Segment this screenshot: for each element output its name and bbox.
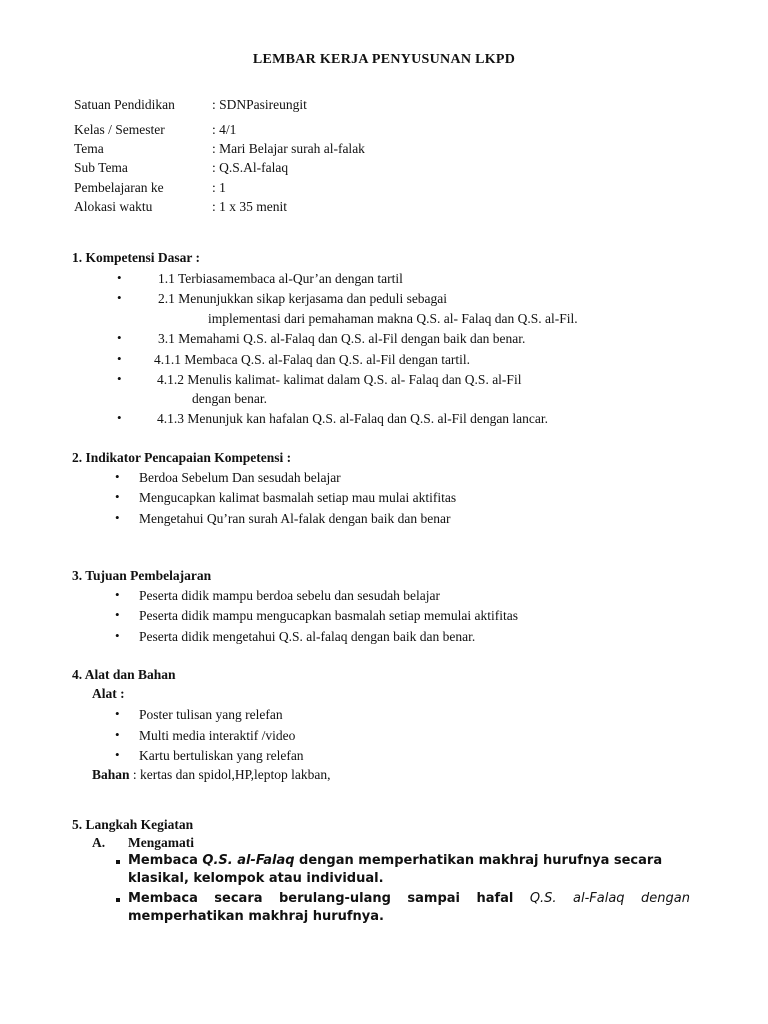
section1-heading: 1. Kompetensi Dasar :: [72, 250, 200, 265]
bullet-icon: •: [117, 351, 122, 366]
bahan-label: Bahan: [92, 767, 130, 782]
bullet-icon: •: [117, 410, 122, 425]
info-label-alokasi: Alokasi waktu: [74, 199, 153, 214]
kd-item-6: 4.1.3 Menunjuk kan hafalan Q.S. al-Falaq dan Q.S. al-Fil dengan lancar.: [157, 411, 549, 426]
info-value-pembelajaran: : 1: [212, 180, 226, 195]
section5-sub-heading: Mengamati: [128, 835, 194, 850]
bullet-icon: •: [115, 706, 120, 721]
langkah-item-2-word: Membaca: [128, 891, 198, 906]
langkah-item-2-word: secara: [214, 891, 263, 906]
tujuan-item-2: Peserta didik mampu mengucapkan basmalah setiap memulai aktifitas: [139, 608, 519, 623]
document-title: LEMBAR KERJA PENYUSUNAN LKPD: [252, 52, 516, 67]
info-label-tema: Tema: [74, 141, 104, 156]
bullet-icon: •: [117, 290, 122, 305]
bullet-icon: •: [115, 587, 120, 602]
langkah-item-2-word: Q.S.: [529, 891, 557, 906]
langkah-item-2-line2: memperhatikan makhraj hurufnya.: [128, 909, 384, 924]
section5-sub-letter: A.: [92, 835, 106, 850]
info-label-subtema: Sub Tema: [74, 160, 128, 175]
alat-item-1: Poster tulisan yang relefan: [139, 707, 283, 722]
section4-heading: 4. Alat dan Bahan: [72, 667, 176, 682]
langkah-item-1-line2: klasikal, kelompok atau individual.: [128, 871, 384, 886]
kd-item-2: 2.1 Menunjukkan sikap kerjasama dan peduli sebagai: [158, 291, 448, 306]
indikator-item-1: Berdoa Sebelum Dan sesudah belajar: [139, 470, 341, 485]
bullet-icon: •: [115, 510, 120, 525]
kd-item-4: 4.1.1 Membaca Q.S. al-Falaq dan Q.S. al-Fil dengan tartil.: [154, 352, 471, 367]
info-label-kelas: Kelas / Semester: [74, 122, 165, 137]
info-value-satuan: : SDNPasireungit: [212, 97, 307, 112]
bullet-icon: •: [115, 628, 120, 643]
kd-item-5-cont: dengan benar.: [192, 391, 267, 406]
section3-heading: 3. Tujuan Pembelajaran: [72, 568, 212, 583]
indikator-item-3: Mengetahui Qu’ran surah Al-falak dengan baik dan benar: [139, 511, 451, 526]
langkah-item-1-b: Q.S. al-Falaq: [202, 853, 295, 868]
kd-item-3: 3.1 Memahami Q.S. al-Falaq dan Q.S. al-Fil dengan baik dan benar.: [158, 331, 526, 346]
alat-item-3: Kartu bertuliskan yang relefan: [139, 748, 304, 763]
bullet-icon: •: [115, 489, 120, 504]
langkah-item-2: [128, 891, 690, 906]
kd-item-1: 1.1 Terbiasamembaca al-Qur’an dengan tartil: [158, 271, 403, 286]
info-value-subtema: : Q.S.Al-falaq: [212, 160, 289, 175]
tujuan-item-1: Peserta didik mampu berdoa sebelu dan sesudah belajar: [139, 588, 441, 603]
bullet-icon: •: [117, 330, 122, 345]
indikator-item-2: Mengucapkan kalimat basmalah setiap mau mulai aktifitas: [139, 490, 457, 505]
bahan-text: : kertas dan spidol,HP,leptop lakban,: [129, 767, 331, 782]
langkah-item-2-word: hafal: [476, 891, 514, 906]
section2-heading: 2. Indikator Pencapaian Kompetensi :: [72, 450, 292, 465]
langkah-item-1-a: Membaca: [128, 853, 203, 868]
langkah-item-2-word: dengan: [640, 891, 690, 906]
langkah-item-2-word: al-Falaq: [573, 891, 625, 906]
info-value-kelas: : 4/1: [212, 122, 237, 137]
bullet-icon: •: [115, 727, 120, 742]
bullet-icon: •: [115, 469, 120, 484]
alat-label: Alat :: [92, 686, 125, 701]
langkah-item-1-c: dengan memperhatikan makhraj hurufnya secara: [294, 853, 663, 868]
section5-heading: 5. Langkah Kegiatan: [72, 817, 194, 832]
bullet-icon: •: [117, 371, 122, 386]
bullet-icon: •: [115, 747, 120, 762]
info-label-satuan: Satuan Pendidikan: [74, 97, 175, 112]
kd-item-5: 4.1.2 Menulis kalimat- kalimat dalam Q.S. al- Falaq dan Q.S. al-Fil: [157, 372, 522, 387]
alat-item-2: Multi media interaktif /video: [139, 728, 296, 743]
info-label-pembelajaran: Pembelajaran ke: [74, 180, 164, 195]
bullet-icon: •: [115, 607, 120, 622]
tujuan-item-3: Peserta didik mengetahui Q.S. al-falaq dengan baik dan benar.: [139, 629, 476, 644]
kd-item-2-cont: implementasi dari pemahaman makna Q.S. al- Falaq dan Q.S. al-Fil.: [208, 311, 578, 326]
langkah-item-2-word: sampai: [407, 891, 461, 906]
info-value-tema: : Mari Belajar surah al-falak: [212, 141, 365, 156]
langkah-item-2-word: berulang-ulang: [278, 891, 391, 906]
info-value-alokasi: : 1 x 35 menit: [212, 199, 287, 214]
bullet-icon: •: [117, 270, 122, 285]
square-bullet-icon: [116, 860, 120, 864]
langkah-item-1: [128, 853, 662, 868]
square-bullet-icon: [116, 898, 120, 902]
bahan-line: [92, 767, 331, 783]
